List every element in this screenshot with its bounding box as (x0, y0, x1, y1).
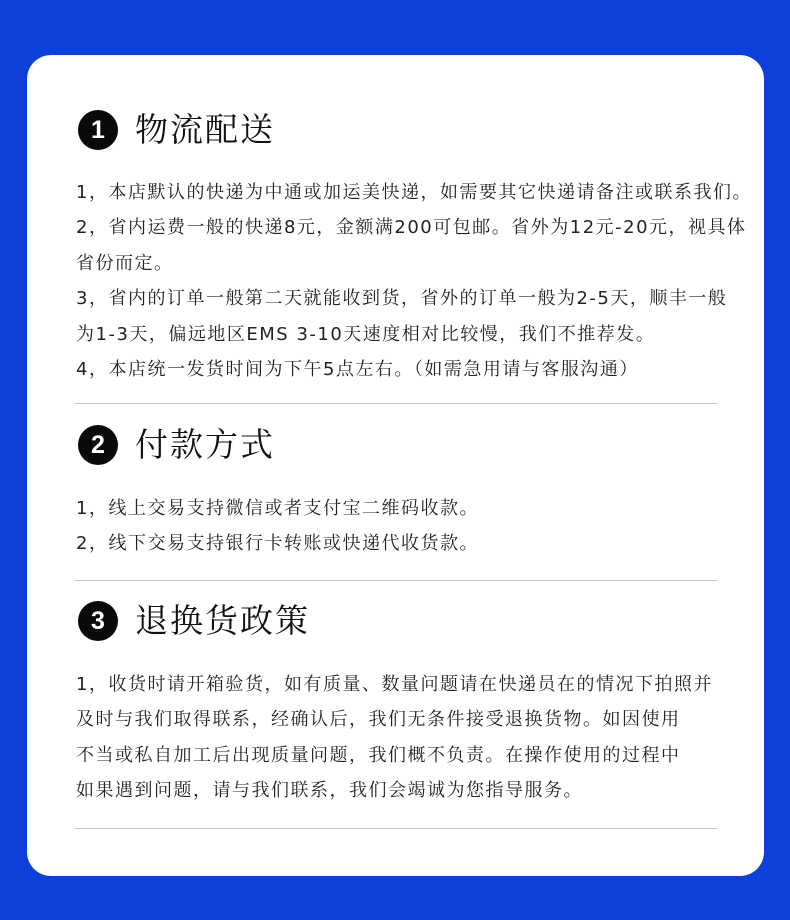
shipping-section (27, 110, 764, 380)
body-line: 1，线上交易支持微信或者支付宝二维码收款。 (76, 498, 479, 519)
section-title: 物流配送 (135, 110, 275, 149)
policy-card (27, 55, 764, 876)
section-body (76, 667, 756, 809)
body-line: 及时与我们取得联系，经确认后，我们无条件接受退换货物。如因使用 (76, 709, 681, 731)
section-title: 付款方式 (135, 425, 275, 464)
section-body (76, 175, 756, 387)
section-number-badge: 3 (78, 601, 118, 641)
section-header (78, 425, 275, 465)
section-number-badge: 2 (78, 425, 118, 465)
section-title: 退换货政策 (135, 601, 310, 640)
return-policy-section (27, 601, 764, 802)
body-line: 1，收货时请开箱验货，如有质量、数量问题请在快递员在的情况下拍照并 (76, 674, 713, 695)
payment-section (27, 425, 764, 585)
body-line: 1，本店默认的快递为中通或加运美快递，如需要其它快递请备注或联系我们。 (76, 182, 752, 203)
section-header (78, 601, 310, 641)
section-divider (74, 580, 718, 581)
body-line: 2，省内运费一般的快递8元，金额满200可包邮。省外为12元-20元，视具体 (76, 217, 747, 239)
body-line: 4，本店统一发货时间为下午5点左右。（如需急用请与客服沟通） (76, 358, 639, 380)
section-divider (74, 828, 718, 829)
body-line: 3，省内的订单一般第二天就能收到货，省外的订单一般为2-5天，顺丰一般 (76, 288, 728, 310)
body-line: 为1-3天，偏远地区EMS 3-10天速度相对比较慢，我们不推荐发。 (76, 323, 656, 345)
section-number-badge: 1 (78, 110, 118, 150)
section-body (76, 491, 756, 562)
body-line: 不当或私自加工后出现质量问题，我们概不负责。在操作使用的过程中 (76, 744, 681, 766)
body-line: 如果遇到问题，请与我们联系，我们会竭诚为您指导服务。 (76, 780, 583, 802)
body-line: 2，线下交易支持银行卡转账或快递代收货款。 (76, 533, 479, 555)
section-header (78, 110, 275, 150)
body-line: 省份而定。 (76, 252, 174, 274)
section-divider (74, 403, 718, 404)
